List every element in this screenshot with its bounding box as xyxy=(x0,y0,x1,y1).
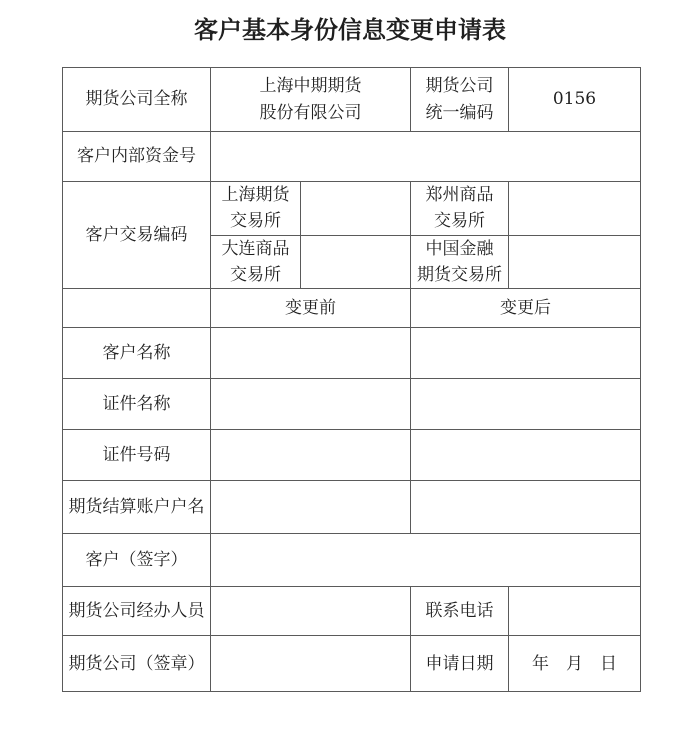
exchange-shfe-line-2: 交易所 xyxy=(230,211,281,232)
row-handler xyxy=(63,587,641,636)
row-certificate-number xyxy=(63,430,641,481)
exchange-dce-code-input[interactable] xyxy=(301,235,411,289)
company-code-value: 0156 xyxy=(509,68,641,132)
internal-fund-no-label: 客户内部资金号 xyxy=(63,132,211,182)
company-name-line-1: 上海中期期货 xyxy=(259,76,362,97)
customer-name-before-input[interactable] xyxy=(211,328,411,379)
customer-signature-label: 客户（签字） xyxy=(63,534,211,587)
exchange-dce-label xyxy=(211,235,301,289)
certificate-number-after-input[interactable] xyxy=(411,430,641,481)
handler-label: 期货公司经办人员 xyxy=(63,587,211,636)
exchange-shfe-label xyxy=(211,182,301,236)
application-date-input[interactable]: 年 月 日 xyxy=(509,636,641,692)
certificate-name-after-input[interactable] xyxy=(411,379,641,430)
settlement-account-label: 期货结算账户户名 xyxy=(63,481,211,534)
company-seal-input[interactable] xyxy=(211,636,411,692)
company-code-label-line-2: 统一编码 xyxy=(425,102,494,123)
company-name-line-2: 股份有限公司 xyxy=(259,102,362,123)
handler-input[interactable] xyxy=(211,587,411,636)
customer-name-after-input[interactable] xyxy=(411,328,641,379)
application-date-label: 申请日期 xyxy=(411,636,509,692)
row-trading-codes-1 xyxy=(63,182,641,236)
certificate-name-label: 证件名称 xyxy=(63,379,211,430)
exchange-zce-line-1: 郑州商品 xyxy=(425,185,494,205)
company-full-name-value xyxy=(211,68,411,132)
row-certificate-name xyxy=(63,379,641,430)
company-seal-label: 期货公司（签章） xyxy=(63,636,211,692)
certificate-name-before-input[interactable] xyxy=(211,379,411,430)
exchange-zce-line-2: 交易所 xyxy=(434,211,485,232)
customer-name-label: 客户名称 xyxy=(63,328,211,379)
company-full-name-label: 期货公司全称 xyxy=(63,68,211,132)
exchange-zce-code-input[interactable] xyxy=(509,182,641,236)
exchange-shfe-code-input[interactable] xyxy=(301,182,411,236)
page-title: 客户基本身份信息变更申请表 xyxy=(194,15,506,44)
row-company xyxy=(63,68,641,132)
certificate-number-before-input[interactable] xyxy=(211,430,411,481)
exchange-zce-label xyxy=(411,182,509,236)
contact-phone-label: 联系电话 xyxy=(411,587,509,636)
change-header-empty-cell xyxy=(63,289,211,328)
company-code-label xyxy=(411,68,509,132)
change-after-header: 变更后 xyxy=(411,289,641,328)
row-company-seal xyxy=(63,636,641,692)
internal-fund-no-input[interactable] xyxy=(211,132,641,182)
exchange-cffex-code-input[interactable] xyxy=(509,235,641,289)
settlement-account-before-input[interactable] xyxy=(211,481,411,534)
row-customer-signature xyxy=(63,534,641,587)
row-settlement-account xyxy=(63,481,641,534)
company-code-label-line-1: 期货公司 xyxy=(425,76,494,97)
row-change-header xyxy=(63,289,641,328)
settlement-account-after-input[interactable] xyxy=(411,481,641,534)
exchange-dce-line-1: 大连商品 xyxy=(221,238,290,259)
exchange-cffex-line-1: 中国金融 xyxy=(425,238,494,259)
contact-phone-input[interactable] xyxy=(509,587,641,636)
exchange-cffex-label xyxy=(411,235,509,289)
row-customer-name xyxy=(63,328,641,379)
customer-signature-input[interactable] xyxy=(211,534,641,587)
exchange-cffex-line-2: 期货交易所 xyxy=(417,265,502,286)
exchange-shfe-line-1: 上海期货 xyxy=(221,185,290,205)
change-application-table xyxy=(62,67,641,692)
exchange-dce-line-2: 交易所 xyxy=(230,265,281,286)
row-internal-fund-no xyxy=(63,132,641,182)
trading-codes-label: 客户交易编码 xyxy=(63,182,211,289)
change-before-header: 变更前 xyxy=(211,289,411,328)
certificate-number-label: 证件号码 xyxy=(63,430,211,481)
